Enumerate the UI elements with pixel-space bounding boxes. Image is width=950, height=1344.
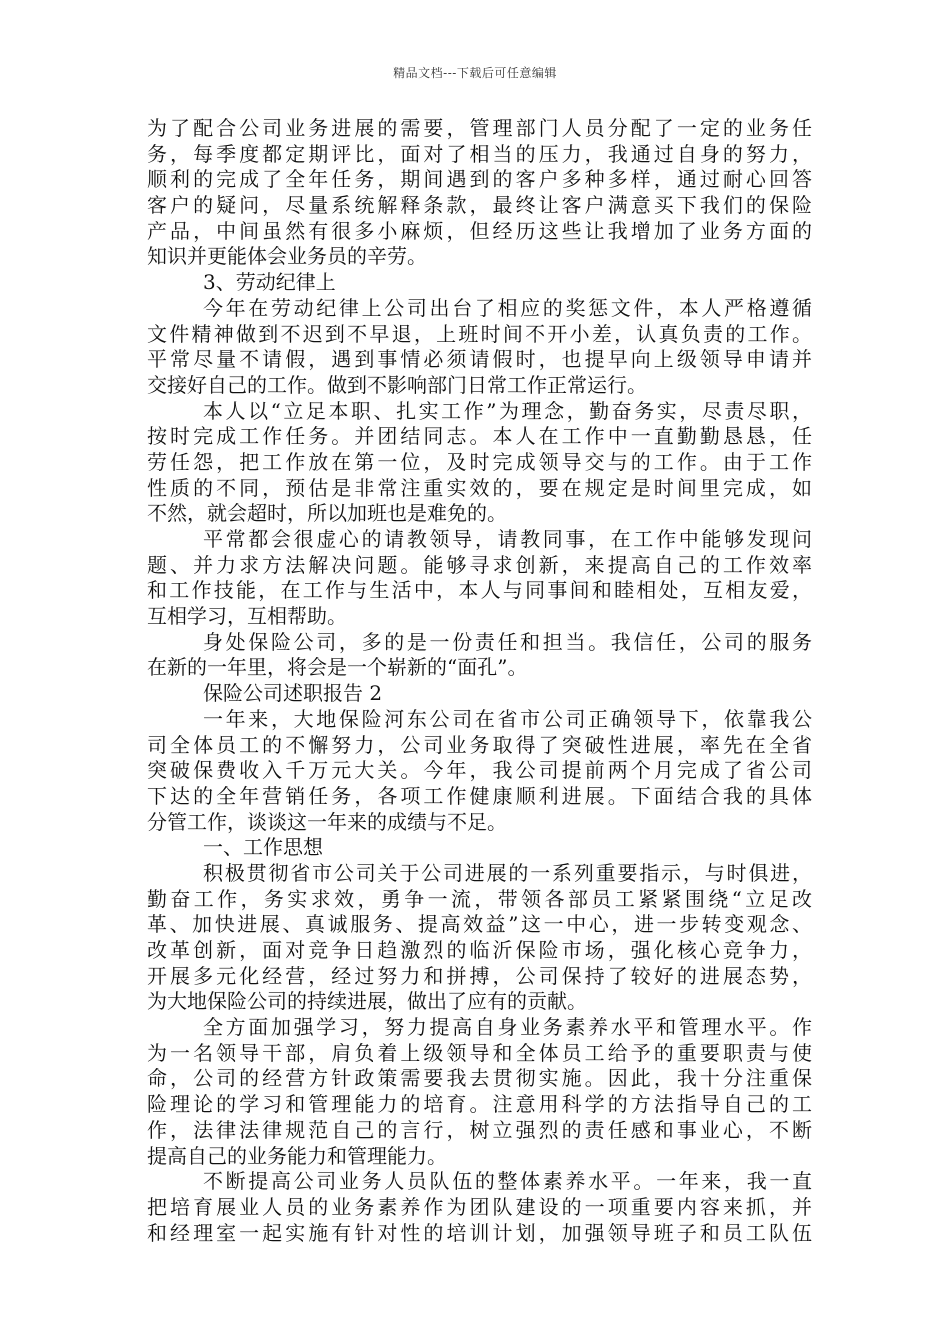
text-line: 一年来，大地保险河东公司在省市公司正确领导下，依靠我公 xyxy=(203,706,812,731)
text-line: 和经理室一起实施有针对性的培训计划，加强领导班子和员工队伍 xyxy=(147,1220,812,1245)
text-line: 命，公司的经营方针政策需要我去贯彻实施。因此，我十分注重保 xyxy=(147,1066,812,1091)
text-line: 作，法律法律规范自己的言行，树立强烈的责任感和事业心，不断 xyxy=(147,1117,812,1142)
text-line: 全方面加强学习，努力提高自身业务素养水平和管理水平。作 xyxy=(203,1015,812,1040)
text-line: 不断提高公司业务人员队伍的整体素养水平。一年来，我一直 xyxy=(203,1169,812,1194)
text-line: 为了配合公司业务进展的需要，管理部门人员分配了一定的业务任 xyxy=(147,116,812,140)
document-body xyxy=(147,116,812,1246)
text-line: 今年在劳动纪律上公司出台了相应的奖惩文件，本人严格遵循 xyxy=(203,295,812,320)
text-line: 按时完成工作任务。并团结同志。本人在工作中一直勤勤恳恳，任 xyxy=(147,424,812,449)
text-line: 平常都会很虚心的请教领导，请教同事，在工作中能够发现问 xyxy=(203,527,812,551)
text-line: 产品，中间虽然有很多小麻烦，但经历这些让我增加了业务方面的 xyxy=(147,218,812,243)
text-line: 题、并力求方法解决问题。能够寻求创新，来提高自己的工作效率 xyxy=(147,552,812,577)
text-line: 分管工作，谈谈这一年来的成绩与不足。 xyxy=(147,809,507,834)
text-line: 和工作技能，在工作与生活中，本人与同事间和睦相处，互相友爱， xyxy=(147,578,812,603)
text-line: 提高自己的业务能力和管理能力。 xyxy=(147,1143,447,1168)
text-line: 不然，就会超时，所以加班也是难免的。 xyxy=(147,501,507,526)
text-line: 开展多元化经营，经过努力和拼搏，公司保持了较好的进展态势， xyxy=(147,963,812,988)
text-line: 本人以“立足本职、扎实工作”为理念，勤奋务实，尽责尽职， xyxy=(203,398,812,423)
text-line: 3、劳动纪律上 xyxy=(203,270,336,295)
text-line: 交接好自己的工作。做到不影响部门日常工作正常运行。 xyxy=(147,372,647,397)
text-line: 下达的全年营销任务，各项工作健康顺利进展。下面结合我的具体 xyxy=(147,783,812,808)
text-line: 险理论的学习和管理能力的培育。注意用科学的方法指导自己的工 xyxy=(147,1092,812,1117)
text-line: 为大地保险公司的持续进展，做出了应有的贡献。 xyxy=(147,989,587,1014)
text-line: 文件精神做到不迟到不早退，上班时间不开小差，认真负责的工作。 xyxy=(147,321,812,346)
text-line: 平常尽量不请假，遇到事情必须请假时，也提早向上级领导申请并 xyxy=(147,347,812,372)
text-line: 勤奋工作，务实求效，勇争一流，带领各部员工紧紧围绕“立足改 xyxy=(147,886,812,911)
text-line: 突破保费收入千万元大关。今年，我公司提前两个月完成了省公司 xyxy=(147,758,812,783)
text-line: 劳任怨，把工作放在第一位，及时完成领导交与的工作。由于工作 xyxy=(147,449,812,474)
page-header: 精品文档---下载后可任意编辑 xyxy=(393,66,557,80)
text-line: 知识并更能体会业务员的辛劳。 xyxy=(147,244,427,269)
text-line: 在新的一年里，将会是一个崭新的“面孔”。 xyxy=(147,655,528,680)
text-line: 互相学习，互相帮助。 xyxy=(147,604,347,629)
text-line: 身处保险公司，多的是一份责任和担当。我信任，公司的服务 xyxy=(203,629,812,654)
text-line: 革、加快进展、真诚服务、提高效益”这一中心，进一步转变观念、 xyxy=(147,912,812,937)
text-line: 为一名领导干部，肩负着上级领导和全体员工给予的重要职责与使 xyxy=(147,1040,812,1065)
text-line: 把培育展业人员的业务素养作为团队建设的一项重要内容来抓，并 xyxy=(147,1194,812,1219)
text-line: 务，每季度都定期评比，面对了相当的压力，我通过自身的努力， xyxy=(147,141,812,166)
text-line: 性质的不同，预估是非常注重实效的，要在规定是时间里完成，如 xyxy=(147,475,812,500)
text-line: 顺利的完成了全年任务，期间遇到的客户多种多样，通过耐心回答 xyxy=(147,167,812,192)
text-line: 客户的疑问，尽量系统解释条款，最终让客户满意买下我们的保险 xyxy=(147,193,812,218)
text-line: 司全体员工的不懈努力，公司业务取得了突破性进展，率先在全省 xyxy=(147,732,812,757)
text-line: 保险公司述职报告 2 xyxy=(203,681,383,706)
text-line: 积极贯彻省市公司关于公司进展的一系列重要指示，与时俱进， xyxy=(203,860,812,885)
text-line: 改革创新，面对竞争日趋激烈的临沂保险市场，强化核心竞争力， xyxy=(147,938,812,962)
text-line: 一、工作思想 xyxy=(203,835,323,860)
